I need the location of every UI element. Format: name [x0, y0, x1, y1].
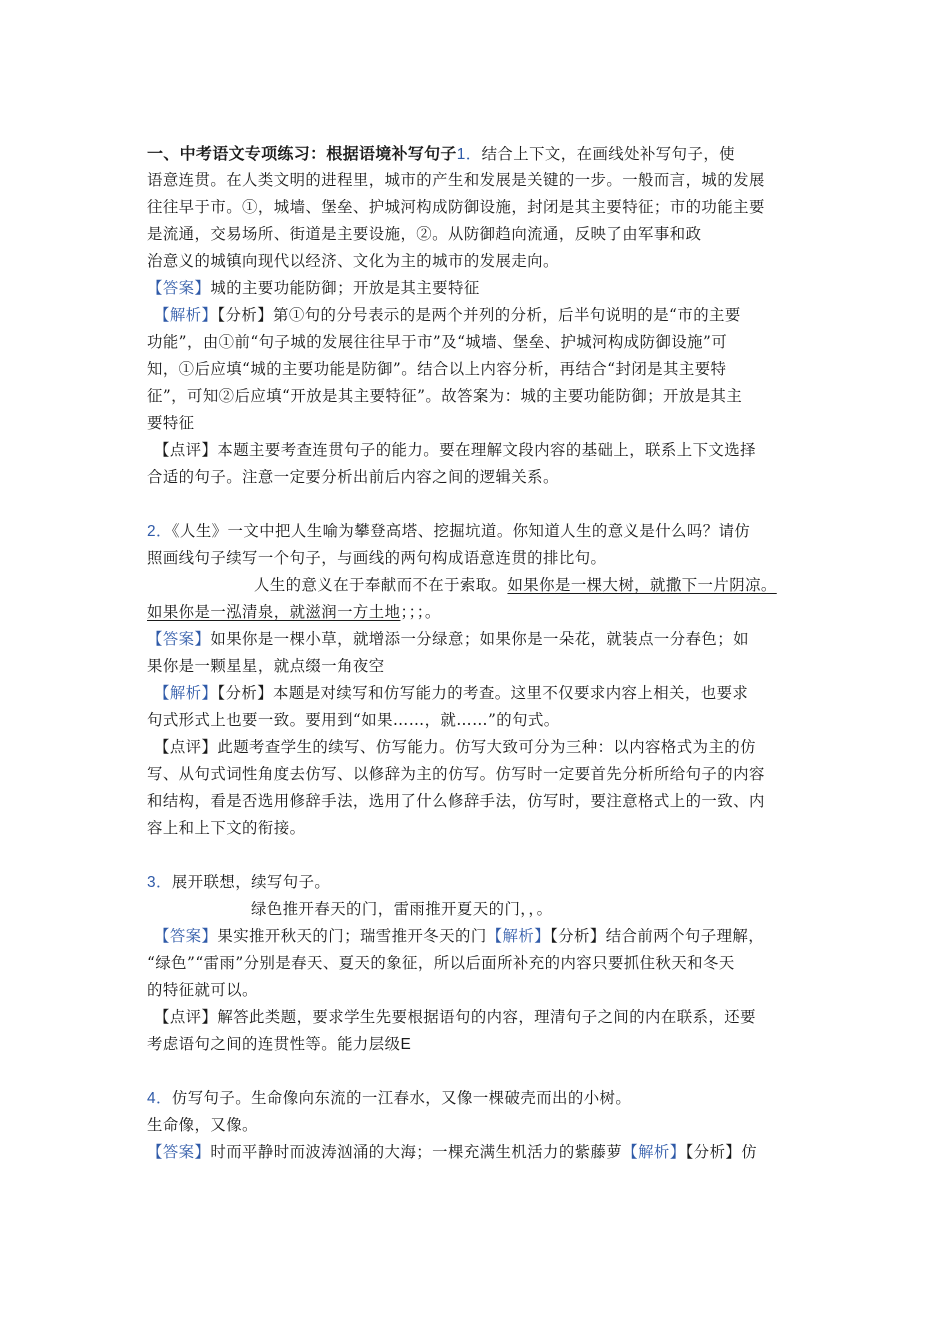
question-text: 《人生》一文中把人生喻为攀登高塔、挖掘坑道。你知道人生的意义是什么吗？请仿: [171, 522, 751, 540]
analysis-text: 【分析】第①句的分号表示的是两个并列的分析，后半句说明的是“市的主要: [217, 306, 741, 324]
q1-comment-1: 【点评】本题主要考查连贯句子的能力。要在理解文段内容的基础上，联系上下文选择: [154, 441, 756, 459]
answer-tag: 【答案】: [154, 927, 218, 945]
comment-text: 考虑语句之间的连贯性等。能力层级: [147, 1035, 401, 1053]
analysis-tag: 【解析】: [622, 1143, 686, 1161]
underlined-sentence: 如果你是一棵大树，就撒下一片阴凉。: [507, 576, 777, 594]
section-heading: 一、中考语文专项练习：根据语境补写句子: [147, 144, 457, 163]
q1-line-1: [147, 140, 803, 167]
q3-line-1: [147, 869, 803, 896]
q2-comment-3: 和结构，看是否选用修辞手法，选用了什么修辞手法，仿写时，要注意格式上的一致、内: [147, 792, 765, 810]
blank-punctuation: ；；；。: [400, 603, 441, 621]
q1-analysis-2: 功能”，由①前“句子城的发展往往早于市”及“城墙、堡垒、护城河构成防御设施”可: [147, 333, 728, 351]
q2-line-3: [147, 572, 803, 599]
paragraph-gap: [147, 491, 803, 518]
answer-tag: 【答案】: [147, 279, 211, 297]
q2-comment-2: 写、从句式词性角度去仿写、以修辞为主的仿写。仿写时一定要首先分析所给句子的内容: [147, 765, 765, 783]
q3-line-2: 绿色推开春天的门，雷雨推开夏天的门，，。: [251, 900, 553, 918]
q2-line-1: [147, 518, 803, 545]
q4-line-2: 生命像，又像。: [147, 1116, 258, 1134]
answer-text: 如果你是一棵小草，就增添一分绿意；如果你是一朵花，就装点一分春色；如: [210, 630, 749, 648]
q1-answer: [147, 275, 803, 302]
analysis-text: 【分析】仿: [685, 1143, 758, 1161]
analysis-text: 【分析】本题是对续写和仿写能力的考查。这里不仅要求内容上相关，也要求: [217, 684, 749, 702]
q1-line-3: 往往早于市。①，城墙、堡垒、护城河构成防御设施，封闭是其主要特征；市的功能主要: [147, 198, 765, 216]
analysis-tag: 【解析】: [154, 306, 218, 324]
q3-comment-1: 【点评】解答此类题，要求学生先要根据语句的内容，理清句子之间的内在联系，还要: [154, 1008, 756, 1026]
q3-analysis-2: “绿色”“雷雨”分别是春天、夏天的象征，所以后面所补充的内容只要抓住秋天和冬天: [147, 954, 735, 972]
question-text: 展开联想，续写句子。: [171, 873, 331, 891]
analysis-text: 【分析】结合前两个句子理解，: [550, 927, 765, 945]
q2-line-2: 照画线句子续写一个句子，与画线的两句构成语意连贯的排比句。: [147, 549, 607, 567]
q2-analysis-1: [147, 680, 803, 707]
question-text: 结合上下文，在画线处补写句子，使: [481, 145, 736, 163]
q1-line-5: 治意义的城镇向现代以经济、文化为主的城市的发展走向。: [147, 252, 559, 270]
paragraph-gap: [147, 1058, 803, 1085]
q3-comment-2: [147, 1031, 803, 1058]
q2-comment-1: 【点评】此题考查学生的续写、仿写能力。仿写大致可分为三种：以内容格式为主的仿: [154, 738, 756, 756]
q2-answer-2: 果你是一颗星星，就点缀一角夜空: [147, 657, 385, 675]
q1-analysis-5: 要特征: [147, 414, 195, 432]
q2-comment-4: 容上和上下文的衔接。: [147, 819, 306, 837]
q1-analysis-1: [147, 302, 803, 329]
q3-answer: [147, 923, 803, 950]
q1-analysis-3: 知，①后应填“城的主要功能是防御”。结合以上内容分析，再结合“封闭是其主要特: [147, 360, 727, 378]
q1-analysis-4: 征”，可知②后应填“开放是其主要特征”。故答案为：城的主要功能防御；开放是其主: [147, 387, 743, 405]
paragraph-gap: [147, 842, 803, 869]
q4-line-1: [147, 1085, 803, 1112]
analysis-tag: 【解析】: [486, 927, 551, 945]
answer-text: 城的主要功能防御；开放是其主要特征: [210, 279, 480, 297]
answer-text: 果实推开秋天的门；瑞雪推开冬天的门: [217, 927, 487, 945]
q1-comment-2: 合适的句子。注意一定要分析出前后内容之间的逻辑关系。: [147, 468, 559, 486]
q2-line-4: [147, 599, 803, 626]
question-number: 2．: [147, 523, 172, 540]
sentence-plain: 人生的意义在于奉献而不在于索取。: [254, 576, 508, 594]
question-number: 4．: [147, 1090, 172, 1107]
answer-text: 时而平静时而波涛汹涌的大海；一棵充满生机活力的紫藤萝: [210, 1143, 623, 1161]
q3-analysis-3: 的特征就可以。: [147, 981, 258, 999]
q1-line-2: 语意连贯。在人类文明的进程里，城市的产生和发展是关键的一步。一般而言，城的发展: [147, 171, 765, 189]
ability-level: E: [400, 1036, 412, 1053]
q2-answer-1: [147, 626, 803, 653]
question-number: 3．: [147, 874, 172, 891]
q4-answer: [147, 1139, 803, 1166]
question-text: 仿写句子。生命像向东流的一江春水，又像一棵破壳而出的小树。: [171, 1089, 632, 1107]
question-number: 1．: [456, 146, 482, 163]
q2-analysis-2: 句式形式上也要一致。要用到“如果……，就……”的句式。: [147, 711, 560, 729]
answer-tag: 【答案】: [147, 630, 211, 648]
underlined-sentence: 如果你是一泓清泉，就滋润一方土地: [147, 603, 401, 621]
analysis-tag: 【解析】: [154, 684, 218, 702]
q1-line-4: 是流通，交易场所、街道是主要设施，②。从防御趋向流通，反映了由军事和政: [147, 225, 702, 243]
answer-tag: 【答案】: [147, 1143, 211, 1161]
document-page: [147, 140, 803, 1166]
